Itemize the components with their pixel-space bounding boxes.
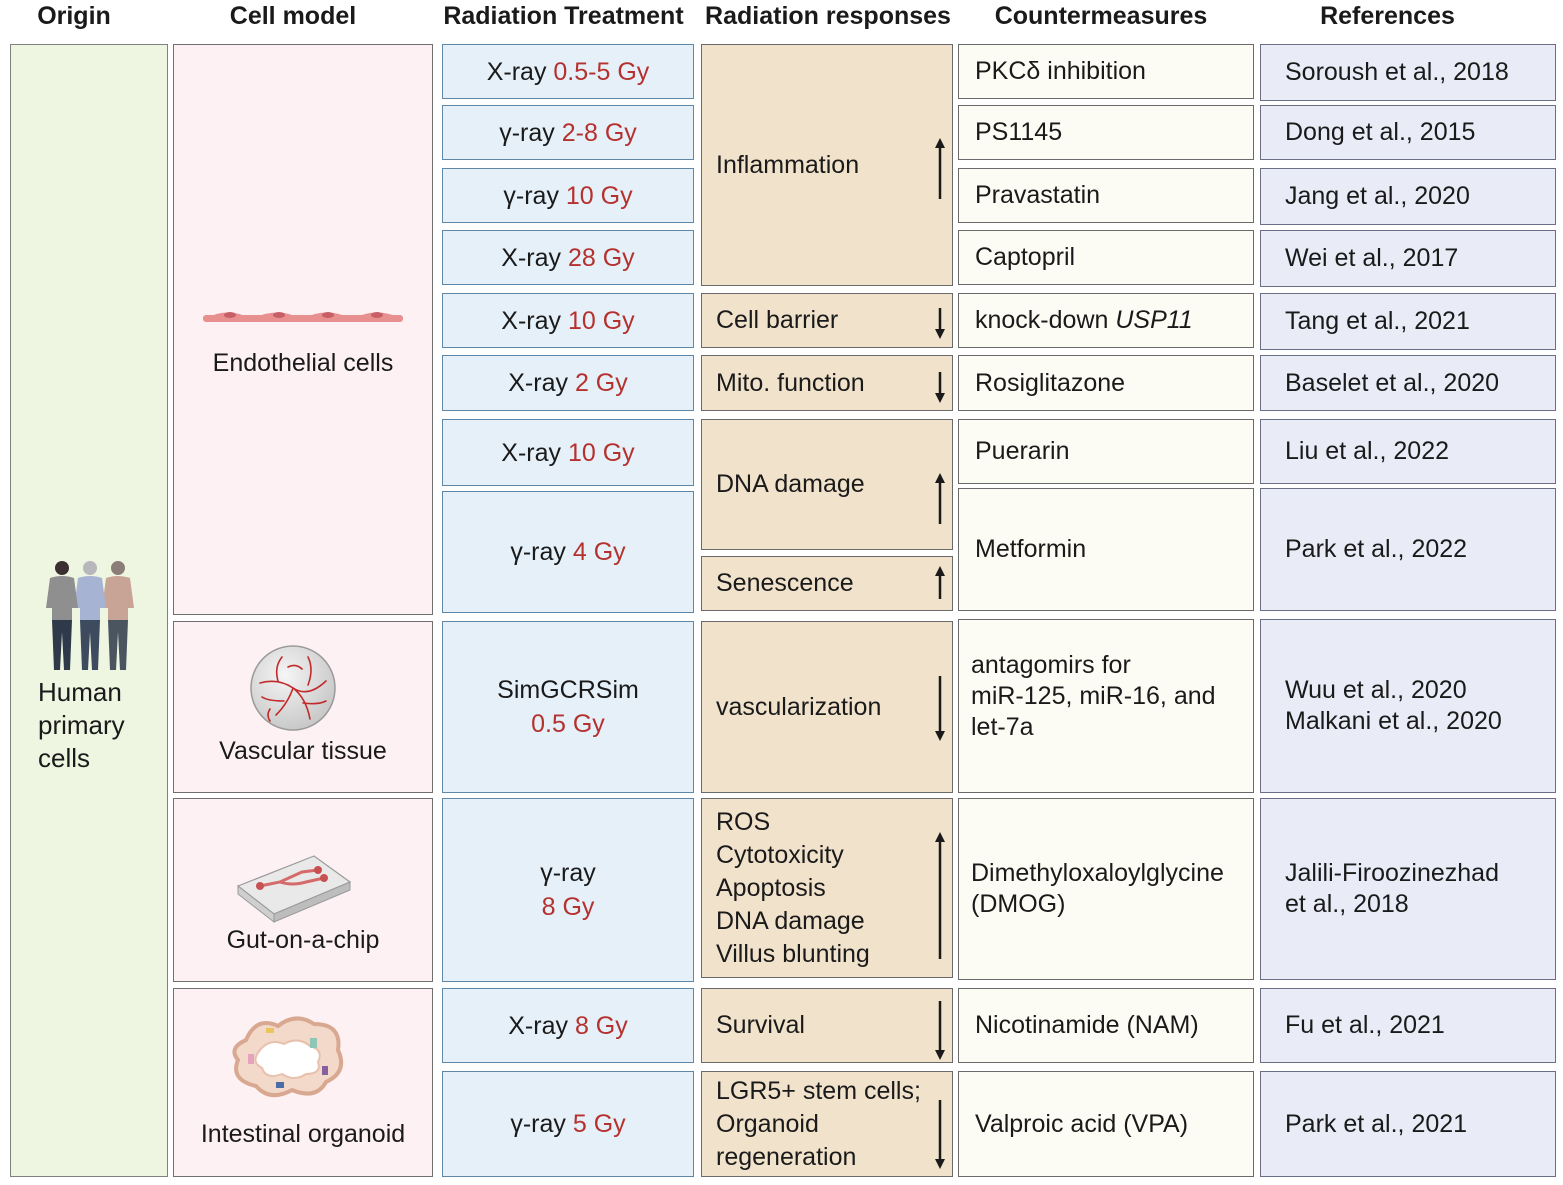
gut-chip-icon — [232, 852, 356, 924]
reference-cell: Park et al., 2022 — [1260, 488, 1556, 611]
response-text: Senescence — [716, 569, 854, 597]
cell-model-label: Intestinal organoid — [200, 1120, 406, 1148]
countermeasure-cell: Pravastatin — [958, 168, 1254, 223]
cell-model-endothelial — [173, 44, 433, 615]
response-text: Mito. function — [716, 368, 865, 397]
response-text: Survival — [716, 1011, 805, 1039]
response-cell — [701, 988, 953, 1063]
response-text: Cell barrier — [716, 306, 839, 334]
treatment-cell: X-ray 8 Gy — [442, 988, 694, 1063]
vascular-tissue-icon — [248, 643, 338, 733]
response-text: LGR5+ stem cells; Organoid regeneration — [716, 1076, 921, 1171]
response-text: Inflammation — [716, 150, 860, 179]
cell-model-label: Vascular tissue — [219, 737, 387, 765]
response-text: ROS Cytotoxicity Apoptosis DNA damage Villus blunting — [716, 807, 870, 968]
treatment-cell: γ-ray 2-8 Gy — [442, 105, 694, 160]
reference-cell: Liu et al., 2022 — [1260, 419, 1556, 484]
origin-label: Human primary cells — [38, 677, 125, 773]
countermeasure-cell: Captopril — [958, 230, 1254, 285]
response-cell — [701, 355, 953, 411]
arrow-down-icon — [934, 306, 946, 340]
response-text: DNA damage — [716, 470, 865, 498]
countermeasure-cell: Nicotinamide (NAM) — [958, 988, 1254, 1063]
cell-model-label: Gut-on-a-chip — [226, 926, 380, 954]
header-countermeasures: Countermeasures — [994, 2, 1208, 30]
treatment-cell: X-ray 28 Gy — [442, 230, 694, 285]
countermeasure-cell: Rosiglitazone — [958, 355, 1254, 411]
arrow-up-icon — [934, 831, 946, 961]
header-treatment: Radiation Treatment — [443, 2, 684, 30]
reference-cell: Fu et al., 2021 — [1260, 988, 1556, 1063]
countermeasure-cell: Valproic acid (VPA) — [958, 1071, 1254, 1177]
response-cell — [701, 621, 953, 793]
arrow-down-icon — [934, 674, 946, 742]
reference-cell: Tang et al., 2021 — [1260, 293, 1556, 350]
reference-cell: Jang et al., 2020 — [1260, 168, 1556, 225]
organoid-icon — [226, 1010, 350, 1102]
response-cell — [701, 293, 953, 348]
header-references: References — [1320, 2, 1455, 30]
treatment-cell: γ-ray 4 Gy — [442, 491, 694, 613]
arrow-down-icon — [934, 370, 946, 404]
treatment-cell: γ-ray 5 Gy — [442, 1071, 694, 1177]
arrow-down-icon — [934, 1098, 946, 1170]
treatment-cell: X-ray 0.5-5 Gy — [442, 44, 694, 99]
treatment-cell: γ-ray 8 Gy — [442, 798, 694, 982]
countermeasure-cell: Puerarin — [958, 419, 1254, 484]
reference-cell: Dong et al., 2015 — [1260, 105, 1556, 160]
countermeasure-cell: Dimethyloxaloylglycine (DMOG) — [958, 798, 1254, 980]
reference-cell: Park et al., 2021 — [1260, 1071, 1556, 1177]
response-cell — [701, 798, 953, 978]
people-icon — [42, 558, 138, 674]
response-cell — [701, 44, 953, 286]
header-responses: Radiation responses — [705, 2, 951, 30]
response-text: vascularization — [716, 692, 882, 721]
response-cell — [701, 1071, 953, 1177]
reference-cell: Wei et al., 2017 — [1260, 230, 1556, 287]
reference-cell: Soroush et al., 2018 — [1260, 44, 1556, 101]
treatment-cell: X-ray 10 Gy — [442, 419, 694, 486]
arrow-up-icon — [934, 472, 946, 526]
response-cell — [701, 419, 953, 550]
reference-cell: Jalili-Firoozinezhad et al., 2018 — [1260, 798, 1556, 980]
header-cell-model: Cell model — [229, 2, 357, 30]
treatment-cell: γ-ray 10 Gy — [442, 168, 694, 223]
treatment-cell: X-ray 2 Gy — [442, 355, 694, 411]
countermeasure-cell: Metformin — [958, 488, 1254, 611]
countermeasure-cell: antagomirs for miR-125, miR-16, and let-7a — [958, 619, 1254, 793]
reference-cell: Wuu et al., 2020 Malkani et al., 2020 — [1260, 619, 1556, 793]
response-cell — [701, 556, 953, 611]
treatment-cell: SimGCRSim 0.5 Gy — [442, 621, 694, 793]
arrow-up-icon — [934, 137, 946, 201]
endothelial-cells-icon — [202, 304, 404, 326]
arrow-up-icon — [934, 565, 946, 601]
countermeasure-cell: PKCδ inhibition — [958, 44, 1254, 99]
countermeasure-cell: knock-down USP11 — [958, 293, 1254, 348]
countermeasure-cell: PS1145 — [958, 105, 1254, 160]
header-origin: Origin — [37, 2, 111, 30]
reference-cell: Baselet et al., 2020 — [1260, 355, 1556, 411]
arrow-down-icon — [934, 999, 946, 1061]
cell-model-label: Endothelial cells — [212, 349, 394, 377]
treatment-cell: X-ray 10 Gy — [442, 293, 694, 348]
